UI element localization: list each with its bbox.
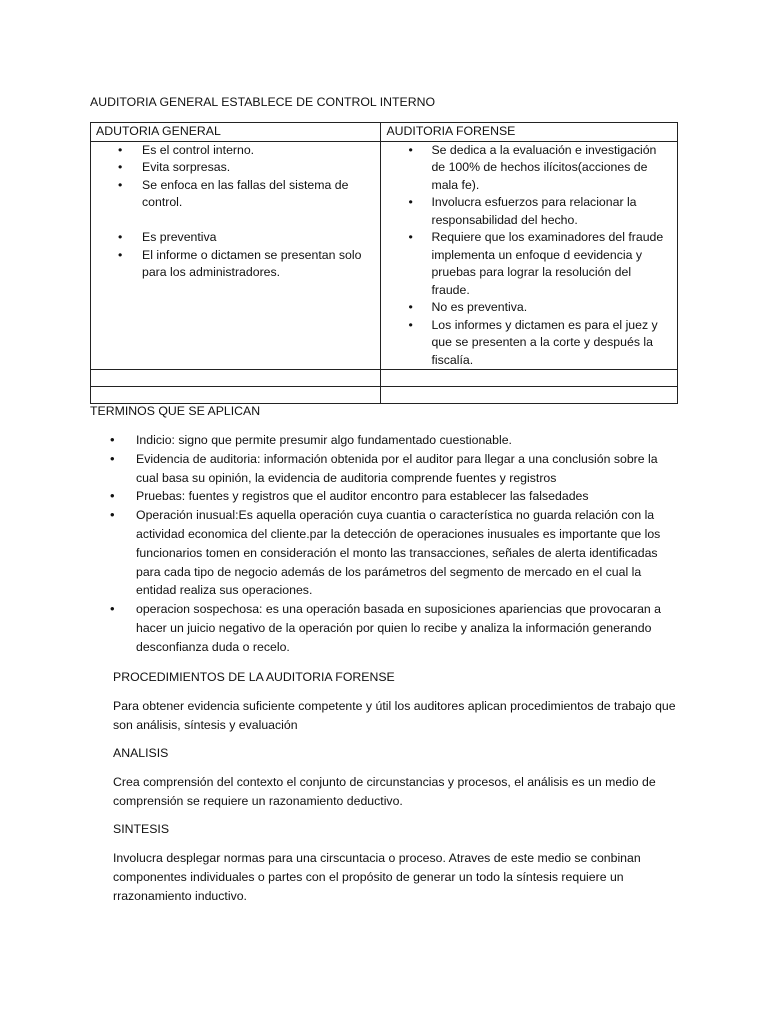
list-item: • Es preventiva (96, 229, 380, 247)
header-auditoria-general: ADUTORIA GENERAL (91, 123, 381, 142)
list-item: • Requiere que los examinadores del fraude implementa un enfoque d eevidencia y pruebas para lograr la resolución del fraude. (386, 229, 677, 299)
list-item: • Indicio: signo que permite presumir algo fundamentado cuestionable. (90, 431, 680, 450)
list-item: • Involucra esfuerzos para relacionar la responsabilidad del hecho. (386, 194, 677, 229)
list-item: • Se dedica a la evaluación e investigación de 100% de hechos ilícitos(acciones de mala fe). (386, 142, 677, 195)
list-item: • El informe o dictamen se presentan solo para los administradores. (96, 247, 380, 282)
list-item: • Los informes y dictamen es para el juez y que se presenten a la corte y después la fiscalía. (386, 317, 677, 370)
forense-list (386, 142, 677, 370)
procedures-paragraph: Para obtener evidencia suficiente competente y útil los auditores aplican procedimientos de trabajo que son análisis, síntesis y evaluación (113, 698, 676, 732)
comparison-table (90, 122, 678, 404)
general-list-cont (96, 229, 380, 282)
analisis-paragraph: Crea comprensión del contexto el conjunto de circunstancias y procesos, el análisis es un medio de comprensión se requiere un razonamiento deductivo. (113, 774, 656, 808)
table-header-row (91, 123, 678, 142)
forense-cell (381, 141, 678, 370)
analisis-heading: ANALISIS (113, 746, 169, 760)
empty-row (91, 387, 678, 404)
sintesis-heading: SINTESIS (113, 822, 170, 836)
empty-row (91, 370, 678, 387)
procedures-section (113, 668, 678, 915)
general-list (96, 142, 380, 212)
list-item: • operacion sospechosa: es una operación basada en suposiciones apariencias que provocaran a hacer un juicio negativo de la operación por quien lo recibe y analiza la información generando desconfianza duda o recelo. (90, 600, 680, 656)
list-item: • Evidencia de auditoria: información obtenida por el auditor para llegar a una conclusión sobre la cual basa su opinión, la evidencia de auditoria comprende fuentes y registros (90, 450, 680, 488)
list-item: • No es preventiva. (386, 299, 677, 317)
list-item: • Pruebas: fuentes y registros que el auditor encontro para establecer las falsedades (90, 487, 680, 506)
document-title: AUDITORIA GENERAL ESTABLECE DE CONTROL INTERNO (90, 95, 436, 109)
terms-list (90, 431, 680, 657)
list-item: • Es el control interno. (96, 142, 380, 160)
header-auditoria-forense: AUDITORIA FORENSE (381, 123, 678, 142)
table-row (91, 141, 678, 370)
spacer (96, 212, 380, 230)
procedures-heading: PROCEDIMIENTOS DE LA AUDITORIA FORENSE (113, 670, 395, 684)
list-item: • Evita sorpresas. (96, 159, 380, 177)
list-item: • Se enfoca en las fallas del sistema de control. (96, 177, 380, 212)
list-item: • Operación inusual:Es aquella operación cuya cuantia o característica no guarda relación con la actividad economica del cliente.par la detección de operaciones inusuales es importante que los funcionarios tomen en consideración el monto las transacciones, señales de alerta identificadas para cada tipo de negocio además de los parámetros del segmento de mercado en el cual la entidad realiza sus operaciones. (90, 506, 680, 600)
sintesis-paragraph: Involucra desplegar normas para una cirscuntacia o proceso. Atraves de este medio se conbinan componentes individuales o partes con el propósito de generar un todo la síntesis requiere un rrazonamiento inductivo. (113, 850, 641, 903)
terms-heading: TERMINOS QUE SE APLICAN (90, 404, 261, 418)
general-cell (91, 141, 381, 370)
